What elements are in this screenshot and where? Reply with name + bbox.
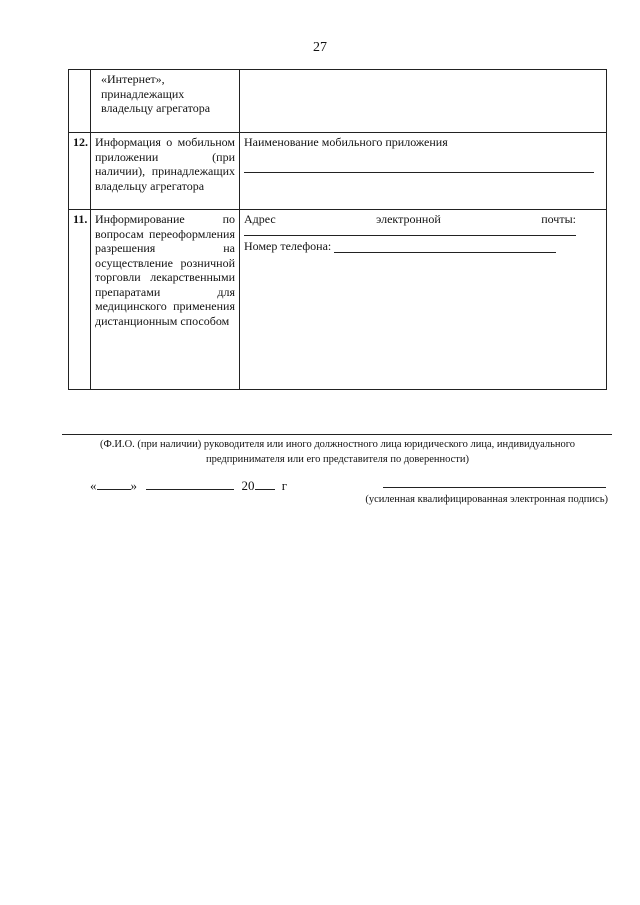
email-word: электронной [376,212,441,226]
fio-caption-line-2: предпринимателя или его представителя по доверенности) [205,454,469,465]
month-field[interactable] [146,477,234,490]
date-close-quote: » [130,478,137,493]
year-suffix: г [281,478,288,493]
table-row [69,210,607,390]
day-field[interactable] [97,477,131,490]
row-name-text: «Интернет», принадлежащих владельцу агрегатора [101,72,211,115]
mobile-app-label: Наименование мобильного приложения [244,135,448,149]
fio-caption-line-1: (Ф.И.О. (при наличии) руководителя или иного должностного лица юридического лица, индивидуального [99,439,576,450]
email-field[interactable] [244,227,576,236]
table-row [69,70,607,133]
email-word: Адрес [244,212,276,226]
phone-field[interactable] [334,240,556,253]
fio-caption [68,437,607,467]
email-label [244,212,576,227]
row-value [240,210,607,390]
row-name [91,70,240,133]
email-word: почты: [541,212,576,226]
form-table [68,69,607,390]
row-number: 12. [69,133,91,210]
row-number: 11. [69,210,91,390]
row-value [240,133,607,210]
year-field[interactable] [255,477,275,490]
row-name [91,133,240,210]
electronic-signature-line[interactable] [383,487,606,488]
row-name-text: Информация о мобильном приложении (при наличии), принадлежащих владельцу агрегатора [95,135,235,193]
row-name-text: Информирование по вопросам переоформления разрешения на осуществление розничной торговли лекарственными препаратами для медицинского применения дистанционным способом [95,212,235,328]
row-value [240,70,607,133]
mobile-app-field[interactable] [244,150,594,173]
date-row [90,477,287,494]
electronic-signature-caption: (усиленная квалифицированная электронная подпись) [365,494,608,505]
page-number: 27 [313,40,327,55]
fio-signature-line[interactable] [62,434,612,435]
phone-row [244,239,602,254]
table-row [69,133,607,210]
date-open-quote: « [90,478,97,493]
year-prefix: 20 [241,478,255,493]
row-name [91,210,240,390]
phone-label: Номер телефона: [244,238,332,253]
row-number [69,70,91,133]
